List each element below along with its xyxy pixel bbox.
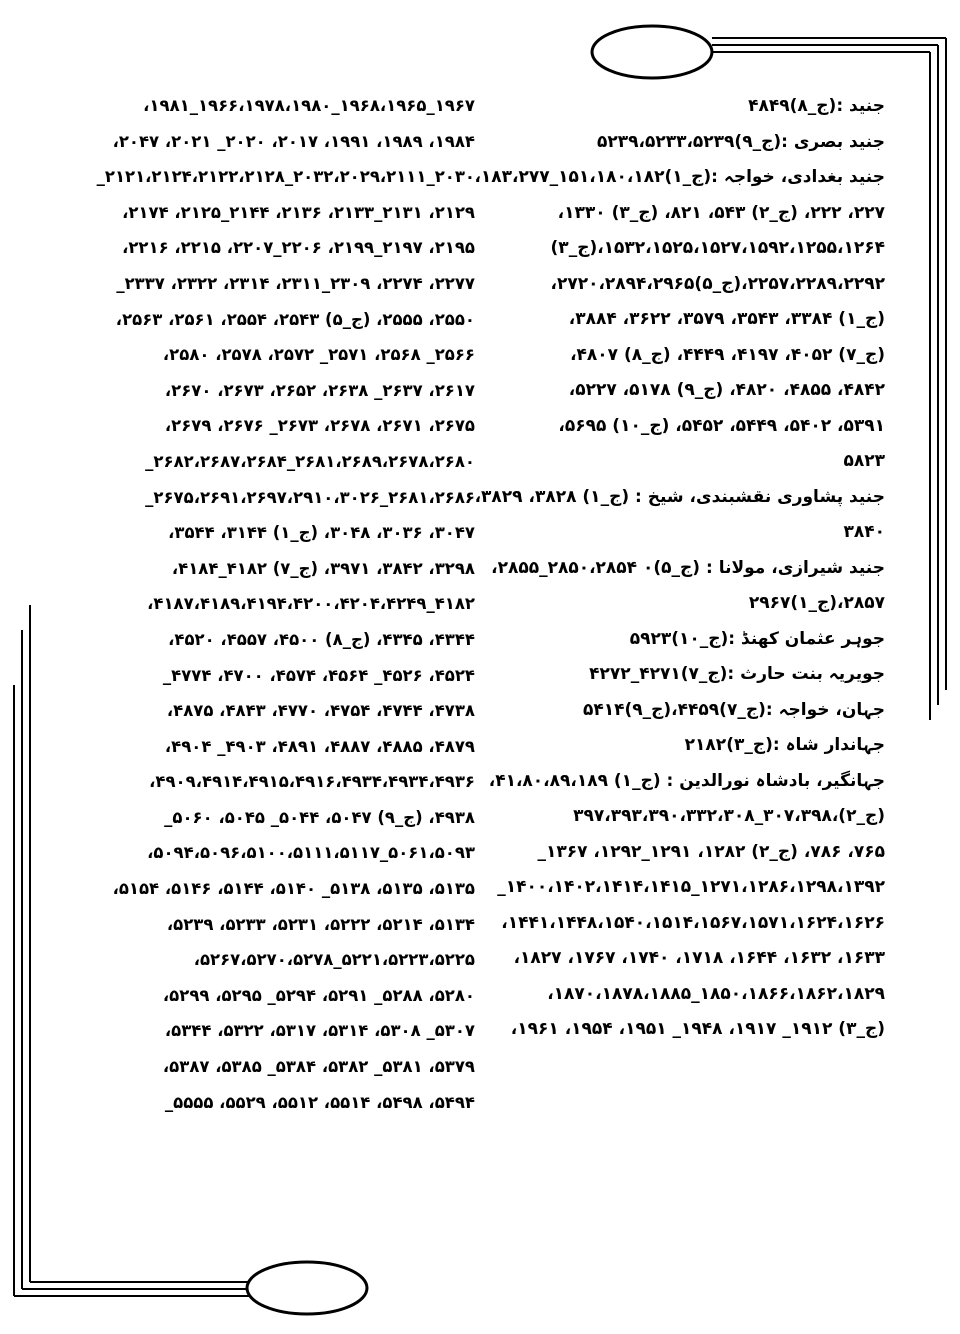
index-line: ۱۸۵۰،۱۸۶۶،۱۸۶۲،۱۸۲۹_۱۸۷۰،۱۸۷۸،۱۸۸۵،	[547, 983, 885, 1004]
index-line: ۴۵۲۴، ۴۵۲۶_ ۴۵۶۴، ۴۵۷۴، ۴۷۰۰، ۴۷۷۴_	[162, 665, 475, 685]
index-line: ۴۹۳۸، (ج_۹) ۵۰۴۷، ۵۰۴۴_ ۵۰۴۵، ۵۰۶۰_	[164, 807, 475, 827]
index-line: ۵۱۳۵، ۵۱۳۵، ۵۱۳۸_ ۵۱۴۰، ۵۱۴۴، ۵۱۴۶، ۵۱۵۴،	[112, 879, 475, 899]
index-line: ۵۸۲۳	[843, 451, 885, 471]
index-line: ۴۹۰۹،۴۹۱۴،۴۹۱۵،۴۹۱۶،۴۹۳۴،۴۹۳۴،۴۹۳۶،	[149, 772, 475, 792]
index-line: ۴۷۳۸، ۴۷۴۴، ۴۷۵۴، ۴۷۷۰، ۴۸۴۳، ۴۸۷۵،	[166, 701, 475, 721]
index-line: ۲۱۹۵، ۲۱۹۷_۲۱۹۹، ۲۲۰۶_۲۲۰۷، ۲۲۱۵، ۲۲۱۶،	[122, 238, 475, 258]
index-line: ۲۲۷، ۲۲۲، (ج_۲) ۵۴۳، ۸۲۱، (ج_۳) ۱۳۳۰،	[557, 202, 885, 223]
index-line: ۴۸۷۹، ۴۸۸۵، ۴۸۸۷، ۴۸۹۱، ۴۹۰۳_ ۴۹۰۴،	[164, 736, 475, 756]
index-line: (ج_۳) ۱۹۱۲_ ۱۹۱۷، ۱۹۴۸_ ۱۹۵۱، ۱۹۵۴، ۱۹۶۱،	[510, 1019, 885, 1039]
index-column-left	[75, 96, 475, 1128]
index-line: ۲۲۷۷، ۲۲۷۴، ۲۳۰۹_۲۳۱۱، ۲۳۱۴، ۲۳۲۲، ۲۳۳۷_	[116, 273, 475, 293]
index-line: ۵۲۲۱،۵۲۲۳،۵۲۲۵_۵۲۶۷،۵۲۷۰،۵۲۷۸،	[193, 950, 475, 970]
index-line: ۱۹۸۴، ۱۹۸۹، ۱۹۹۱، ۲۰۱۷، ۲۰۲۰_ ۲۰۲۱، ۲۰۴۷،	[112, 131, 475, 151]
index-line: ۷۶۵، ۷۸۶، (ج_۲) ۱۲۸۲، ۱۲۹۱_۱۲۹۲، ۱۳۶۷_	[537, 841, 885, 862]
index-line: ۴۳۴۴، ۴۳۴۵، (ج_۸) ۴۵۰۰، ۴۵۵۷، ۴۵۲۰،	[168, 629, 475, 649]
index-line: جنید بغدادی، خواجہ :(ج_۱)۱۵۱،۱۸۰،۱۸۲_۱۸۳،۲۷۷،	[474, 167, 885, 187]
index-line: ۵۲۸۰، ۵۲۸۸_ ۵۲۹۱، ۵۲۹۴_ ۵۲۹۵، ۵۲۹۹،	[162, 985, 475, 1005]
index-line: جہانگیر، بادشاہ نورالدین : (ج_۱) ۴۱،۸۰،۸۹،۱۸۹،	[488, 770, 885, 791]
index-line: ۱۵۳۲،۱۵۲۵،۱۵۲۷،۱۵۹۲،۱۲۵۵،۱۲۶۴،(ج_۳)	[550, 238, 885, 258]
index-line: ۲۵۶۶_ ۲۵۶۸، ۲۵۷۱_ ۲۵۷۲، ۲۵۷۸، ۲۵۸۰،	[162, 345, 475, 365]
index-line: ۵۳۹۱، ۵۴۰۲، ۵۴۴۹، ۵۴۵۲، (ج_۱۰) ۵۶۹۵،	[558, 415, 885, 436]
index-line: جنید :(ج_۸)۴۸۴۹	[748, 96, 885, 116]
top-ornament-oval	[592, 26, 712, 78]
index-line: ۲۶۷۵، ۲۶۷۱، ۲۶۷۸، ۲۶۷۳_ ۲۶۷۶، ۲۶۷۹،	[164, 416, 475, 436]
index-line: ۲۶۸۱،۲۶۸۶_۲۶۷۵،۲۶۹۱،۲۶۹۷،۲۹۱۰،۳۰۲۶_	[145, 487, 475, 507]
index-line: (ج_۱) ۳۳۸۴، ۳۵۴۳، ۳۵۷۹، ۳۶۲۲، ۳۸۸۴،	[568, 309, 885, 329]
index-line: ۴۸۴۲، ۴۸۵۵، ۴۸۲۰، (ج_۹) ۵۱۷۸، ۵۲۲۷،	[568, 380, 885, 400]
index-line: ۳۰۴۷، ۳۰۳۶، ۳۰۴۸، (ج_۱) ۳۱۴۴، ۳۵۴۴،	[168, 523, 475, 543]
index-column-right	[474, 96, 885, 1055]
index-line: جوہر عثمان کھنڈ :(ج_۱۰)۵۹۲۳	[629, 628, 885, 649]
index-line: ۲۵۵۰، ۲۵۵۵، (ج_۵) ۲۵۴۳، ۲۵۵۴، ۲۵۶۱، ۲۵۶۳،	[115, 309, 475, 329]
index-line: جنید بصری :(ج_۹)۵۲۳۹،۵۲۳۳،۵۲۳۹	[596, 131, 885, 152]
index-line: ۱۲۷۱،۱۲۸۶،۱۲۹۸،۱۳۹۲_۱۴۰۰،۱۴۰۲،۱۴۱۴،۱۴۱۵_	[497, 877, 885, 897]
index-line: جویریہ بنت حارث :(ج_۷)۴۲۷۱_۴۲۷۲	[589, 664, 885, 684]
index-line: جہان، خواجہ :(ج_۷)۴۴۵۹،(ج_۹)۵۴۱۴	[582, 699, 885, 720]
index-line: جنید پشاوری نقشبندی، شیخ : (ج_۱) ۳۸۲۸، ۳۸۲۹،	[474, 486, 885, 507]
index-line: ۳۸۴۰	[843, 522, 885, 542]
index-line: ۲۶۸۱،۲۶۸۹،۲۶۷۸،۲۶۸۰_۲۶۸۲،۲۶۸۷،۲۶۸۴_	[145, 451, 475, 471]
index-line: ۲۸۵۷،(ج_۱)۲۹۶۷	[748, 593, 885, 613]
bottom-ornament-oval	[247, 1262, 367, 1314]
index-line: ۲۰۳۰_۲۰۳۲،۲۰۲۹،۲۱۱۱_۲۱۲۱،۲۱۲۴،۲۱۲۲،۲۱۲۸_	[96, 167, 475, 187]
index-line: ۵۰۶۱،۵۰۹۳_۵۰۹۴،۵۰۹۶،۵۱۰۰،۵۱۱۱،۵۱۱۷،	[147, 843, 475, 863]
index-line: ۵۳۰۷_ ۵۳۰۸، ۵۳۱۴، ۵۳۱۷، ۵۳۲۲، ۵۳۴۴،	[164, 1021, 475, 1041]
index-line: ۱۶۳۳، ۱۶۳۲، ۱۶۴۴، ۱۷۱۸، ۱۷۴۰، ۱۷۶۷، ۱۸۲۷،	[513, 948, 885, 968]
index-line: ۱۴۴۱،۱۴۴۸،۱۵۴۰،۱۵۱۴،۱۵۶۷،۱۵۷۱،۱۶۲۴،۱۶۲۶،	[501, 912, 885, 933]
index-line: ۲۱۲۹، ۲۱۳۱_۲۱۳۳، ۲۱۳۶، ۲۱۴۴_۲۱۲۵، ۲۱۷۴،	[122, 202, 475, 222]
index-line: (ج_۲)،۳۰۷،۳۹۸_۳۹۷،۳۹۳،۳۹۰،۳۳۲،۳۰۸	[573, 806, 885, 826]
index-line: ۵۴۹۴، ۵۴۹۸، ۵۵۱۴، ۵۵۱۲، ۵۵۲۹، ۵۵۵۵_	[164, 1092, 475, 1112]
index-line: ۱۹۶۷_۱۹۶۸،۱۹۶۵_۱۹۶۶،۱۹۷۸،۱۹۸۰_۱۹۸۱،	[143, 96, 475, 115]
index-line: جہاندار شاہ :(ج_۳)۲۱۸۲	[684, 735, 885, 755]
index-line: ۳۲۹۸، ۳۸۴۲، ۳۹۷۱، (ج_۷) ۴۱۸۲_۴۱۸۴،	[171, 558, 475, 578]
index-line: ۴۱۸۲_۴۱۸۷،۴۱۸۹،۴۱۹۴،۴۲۰۰،۴۲۰۴،۴۲۴۹،	[147, 594, 475, 614]
index-line: ۲۶۱۷، ۲۶۳۷_ ۲۶۳۸، ۲۶۵۲، ۲۶۷۳، ۲۶۷۰،	[164, 380, 475, 400]
index-line: ۲۲۵۷،۲۲۸۹،۲۲۹۲،(ج_۵)۲۷۲۰،۲۸۹۴،۲۹۶۵،	[550, 273, 885, 294]
index-line: (ج_۷) ۴۰۵۲، ۴۱۹۷، ۴۴۴۹، (ج_۸) ۴۸۰۷،	[570, 344, 885, 365]
index-line: ۵۱۳۴، ۵۲۱۴، ۵۲۲۲، ۵۲۳۱، ۵۲۳۳، ۵۲۳۹،	[166, 914, 475, 934]
index-line: ۵۳۷۹، ۵۳۸۱_ ۵۳۸۲، ۵۳۸۴_ ۵۳۸۵، ۵۳۸۷،	[162, 1057, 475, 1077]
index-line: جنید شیرازی، مولانا : (ج_۵)۰ ۲۸۵۰،۲۸۵۴_۲۸۵۵،	[491, 557, 885, 578]
